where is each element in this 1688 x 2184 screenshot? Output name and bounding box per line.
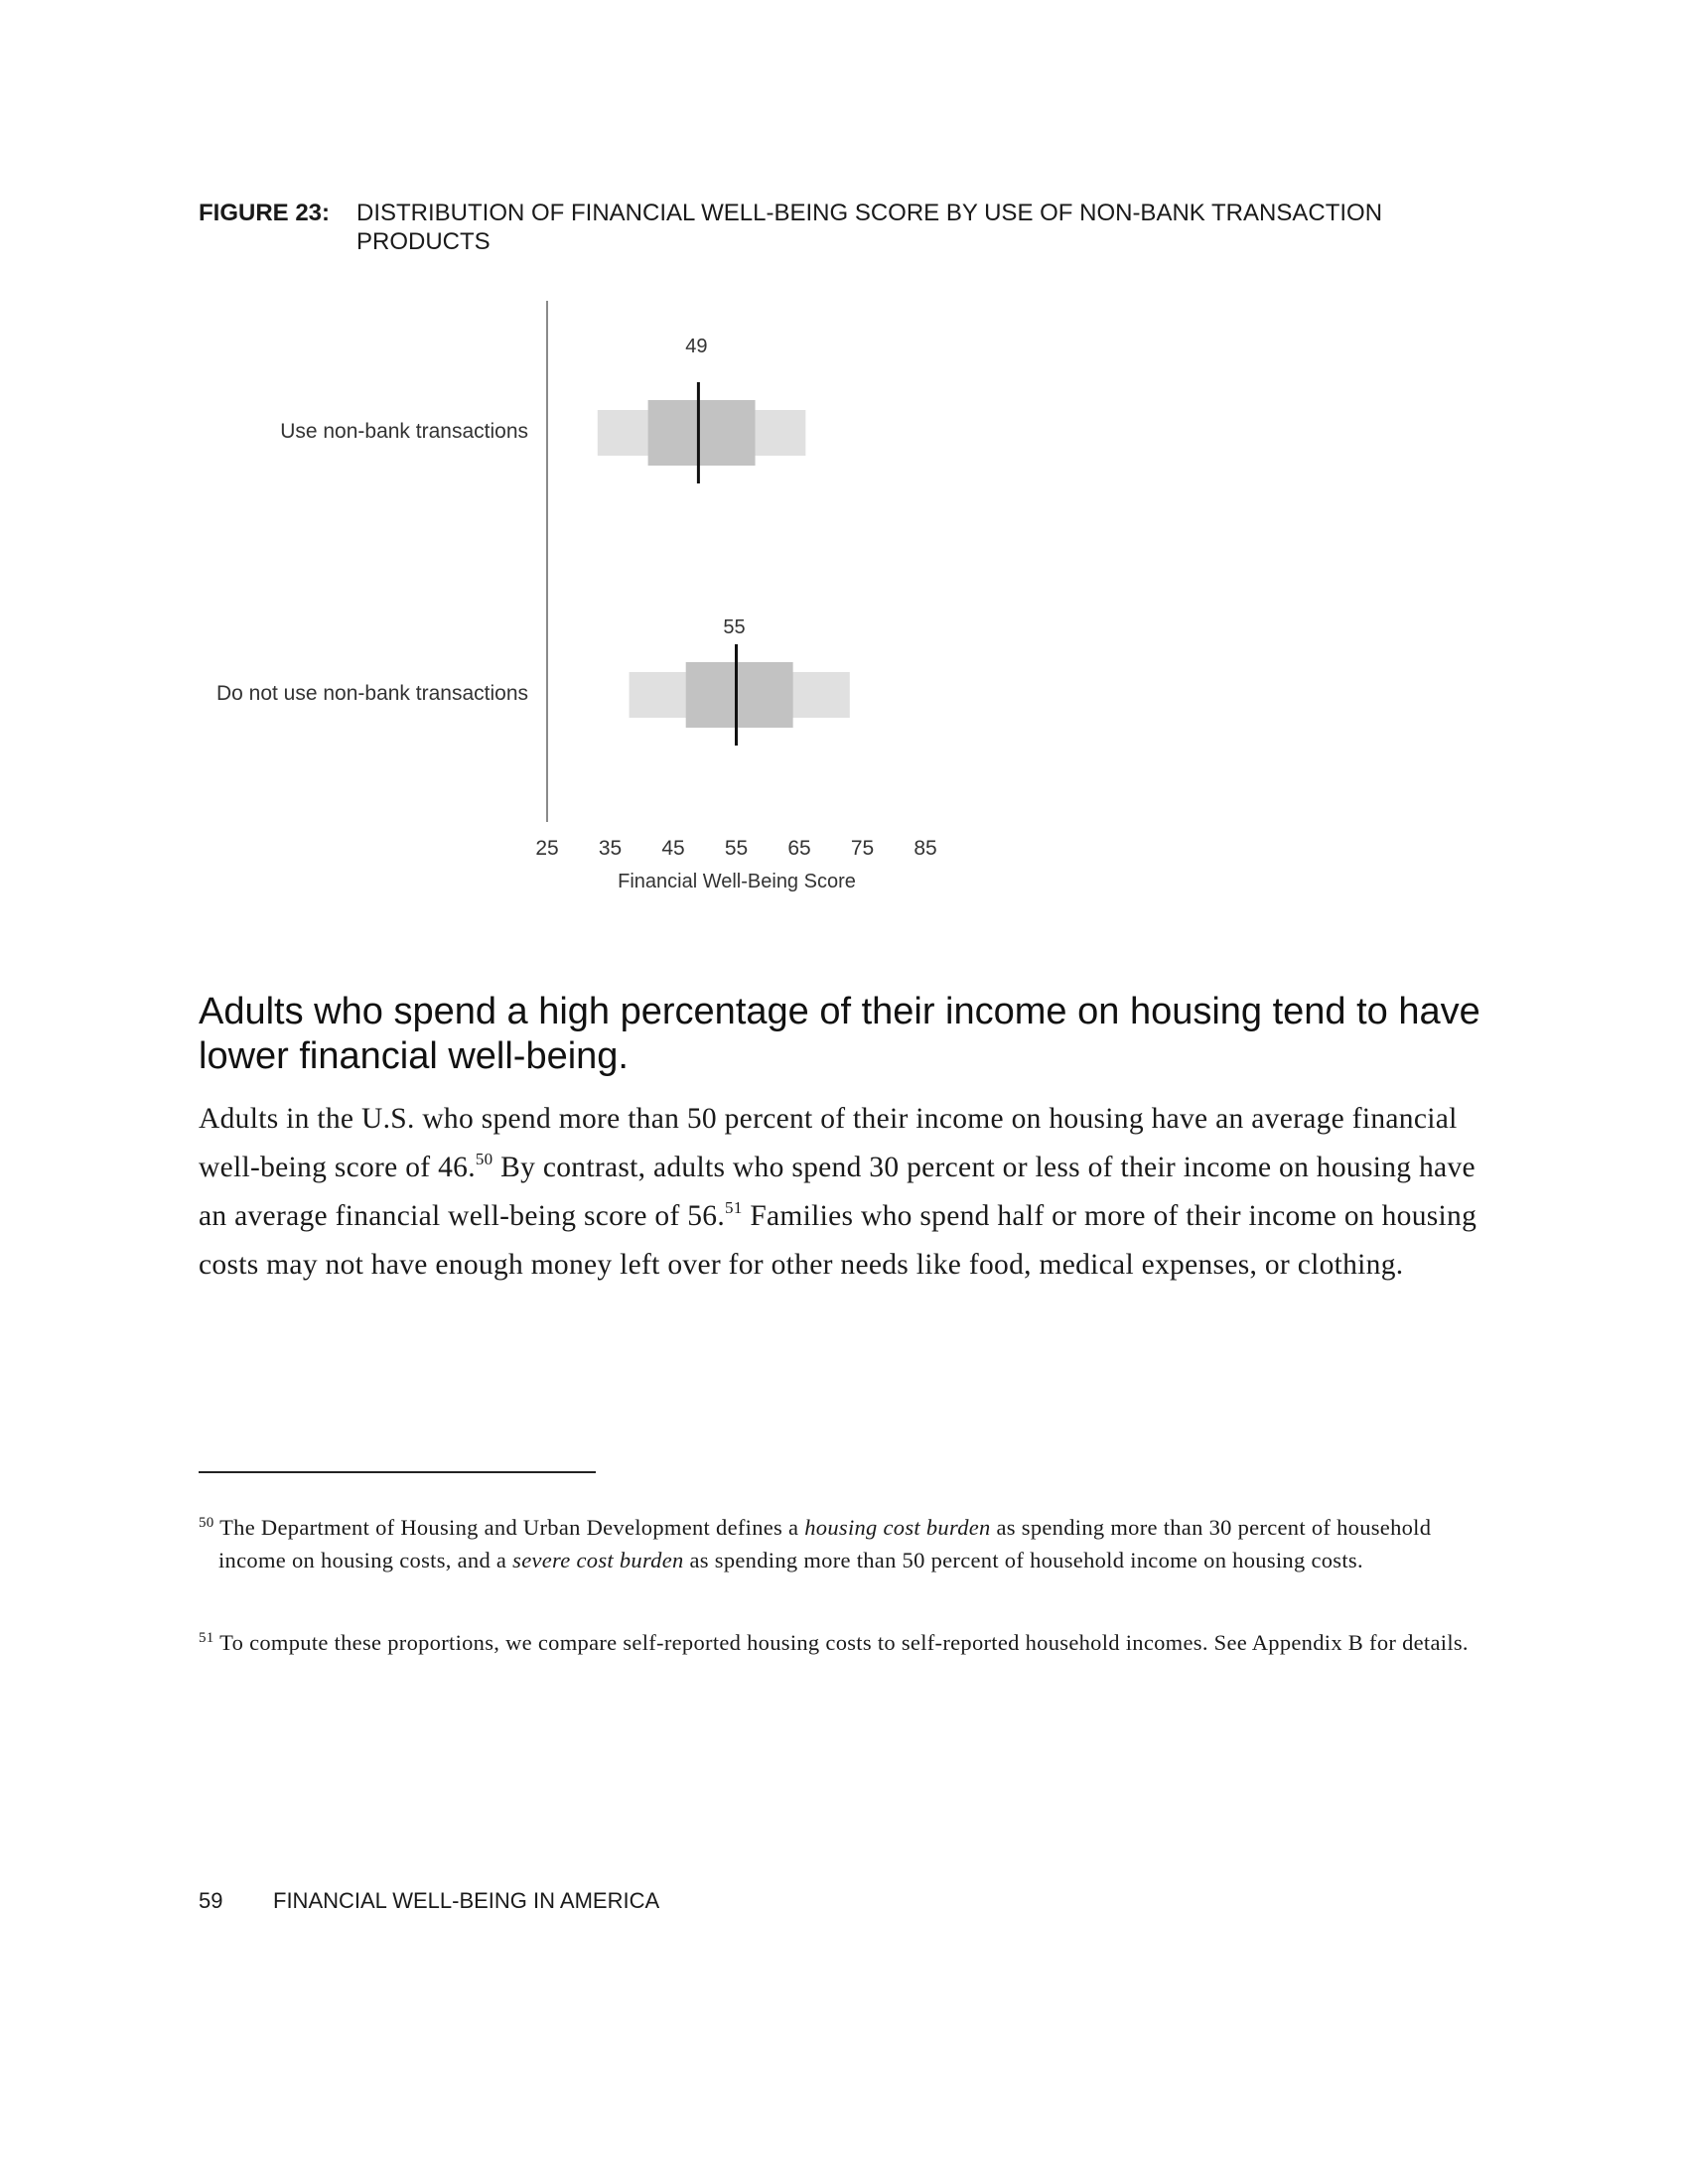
- footnote-divider: [199, 1471, 596, 1473]
- body-paragraph: [199, 1095, 1479, 1290]
- x-axis-ticks: [535, 837, 936, 860]
- footnote-number: 50: [199, 1515, 214, 1531]
- footnote-50: [199, 1511, 1489, 1576]
- box-row: [598, 336, 806, 483]
- interquartile-bar: [648, 400, 756, 466]
- figure-label: FIGURE 23:: [199, 200, 331, 226]
- footnote-ref[interactable]: 51: [725, 1198, 743, 1217]
- median-label: 49: [685, 336, 708, 357]
- footnote-text: To compute these proportions, we compare self-reported housing costs to self-reported household incomes. See Appendix B for details.: [213, 1630, 1469, 1655]
- footnote-text: The Department of Housing and Urban Development defines a: [213, 1515, 805, 1540]
- x-tick-label: 85: [914, 837, 937, 860]
- section-heading: Adults who spend a high percentage of their income on housing tend to have lower financial well-being.: [199, 991, 1480, 1077]
- body-text: Families who spend half or more of their income on housing costs may not have enough money left over for other needs like food, medical expenses, or clothing.: [199, 1200, 1477, 1281]
- x-axis-title: Financial Well-Being Score: [618, 871, 856, 892]
- x-tick-label: 55: [724, 837, 749, 860]
- body-text: By contrast, adults who spend 30 percent or less of their income on housing have an average financial well-being score of 56.: [199, 1152, 1476, 1232]
- footnote-ref[interactable]: 50: [475, 1150, 493, 1168]
- box-row: [630, 616, 850, 746]
- median-label: 55: [723, 616, 746, 638]
- footnote-emphasis: severe cost burden: [512, 1548, 684, 1572]
- x-tick-label: 45: [661, 837, 685, 860]
- x-tick-label: 75: [850, 837, 875, 860]
- category-label: Use non-bank transactions: [280, 420, 528, 443]
- footnote-text: as spending more than 50 percent of household income on housing costs.: [683, 1548, 1363, 1572]
- figure-title: DISTRIBUTION OF FINANCIAL WELL-BEING SCORE BY USE OF NON-BANK TRANSACTION PRODUCTS: [356, 200, 1383, 255]
- x-tick-label: 25: [535, 837, 559, 860]
- body-text: Adults in the U.S. who spend more than 50 percent of their income on housing have an average financial well-being score of 46.: [199, 1103, 1458, 1183]
- x-tick-label: 35: [598, 837, 623, 860]
- footnote-emphasis: housing cost burden: [804, 1515, 991, 1540]
- footnote-51: [199, 1626, 1489, 1659]
- footer-title: FINANCIAL WELL-BEING IN AMERICA: [273, 1888, 660, 1913]
- box-chart: [0, 288, 1092, 913]
- category-label: Do not use non-bank transactions: [215, 682, 528, 705]
- x-tick-label: 65: [787, 837, 811, 860]
- footnote-text: as spending more than 30 percent of household income on housing costs, and a: [218, 1515, 1432, 1572]
- footnote-number: 51: [199, 1630, 214, 1646]
- page-number: 59: [199, 1888, 223, 1913]
- interquartile-bar: [686, 662, 793, 728]
